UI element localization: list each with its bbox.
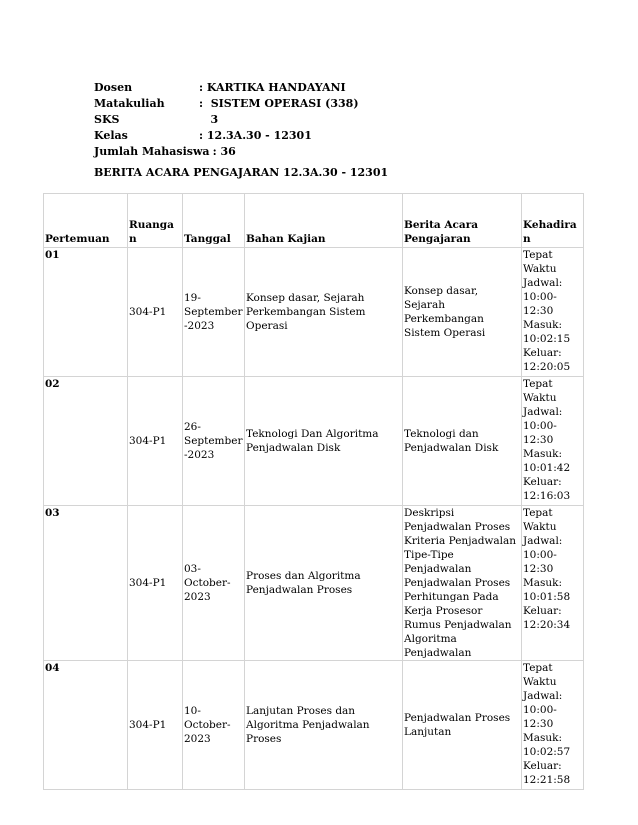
cell-kehadiran: Tepat Waktu Jadwal: 10:00-12:30 Masuk: 10:02:57 Keluar: 12:21:58: [522, 661, 584, 790]
info-row-kelas: [94, 128, 359, 144]
info-value: : 12.3A.30 - 12301: [199, 129, 312, 142]
cell-pertemuan: 03: [44, 506, 128, 661]
cell-ruangan: 304-P1: [128, 661, 183, 790]
table-row: [44, 377, 584, 506]
table-header-row: [44, 194, 584, 248]
cell-ruangan: 304-P1: [128, 377, 183, 506]
cell-bahan-kajian: Konsep dasar, Sejarah Perkembangan Sistem Operasi: [245, 248, 403, 377]
cell-kehadiran: Tepat Waktu Jadwal: 10:00-12:30 Masuk: 10:02:15 Keluar: 12:20:05: [522, 248, 584, 377]
cell-pertemuan: 02: [44, 377, 128, 506]
course-info: [94, 80, 359, 160]
cell-ruangan: 304-P1: [128, 248, 183, 377]
table-row: [44, 248, 584, 377]
cell-berita-acara: Konsep dasar, Sejarah Perkembangan Sistem Operasi: [403, 248, 522, 377]
info-value: : SISTEM OPERASI (338): [199, 97, 359, 110]
cell-berita-acara: Penjadwalan Proses Lanjutan: [403, 661, 522, 790]
info-row-sks: [94, 112, 359, 128]
table-row: [44, 506, 584, 661]
info-value: 3: [199, 113, 219, 126]
cell-pertemuan: 04: [44, 661, 128, 790]
cell-tanggal: 10-October-2023: [183, 661, 245, 790]
info-label: Jumlah Mahasiswa: [94, 145, 210, 158]
info-label: SKS: [94, 113, 120, 126]
cell-kehadiran: Tepat Waktu Jadwal: 10:00-12:30 Masuk: 10:01:42 Keluar: 12:16:03: [522, 377, 584, 506]
cell-bahan-kajian: Proses dan Algoritma Penjadwalan Proses: [245, 506, 403, 661]
cell-berita-acara: Teknologi dan Penjadwalan Disk: [403, 377, 522, 506]
cell-tanggal: 19-September-2023: [183, 248, 245, 377]
cell-ruangan: 304-P1: [128, 506, 183, 661]
header-berita-acara: Berita Acara Pengajaran: [403, 194, 522, 248]
info-row-jumlah-mahasiswa: [94, 144, 359, 160]
cell-kehadiran: Tepat Waktu Jadwal: 10:00-12:30 Masuk: 10:01:58 Keluar: 12:20:34: [522, 506, 584, 661]
info-value: : KARTIKA HANDAYANI: [199, 81, 346, 94]
header-tanggal: Tanggal: [183, 194, 245, 248]
cell-tanggal: 26-September-2023: [183, 377, 245, 506]
info-value: : 36: [212, 145, 236, 158]
header-pertemuan: Pertemuan: [44, 194, 128, 248]
attendance-table: [43, 193, 584, 790]
header-bahan-kajian: Bahan Kajian: [245, 194, 403, 248]
cell-pertemuan: 01: [44, 248, 128, 377]
header-ruangan: Ruangan: [128, 194, 183, 248]
info-label: Matakuliah: [94, 97, 165, 110]
table-row: [44, 661, 584, 790]
info-label: Dosen: [94, 81, 133, 94]
page-title: BERITA ACARA PENGAJARAN 12.3A.30 - 12301: [94, 166, 389, 179]
info-row-dosen: [94, 80, 359, 96]
header-kehadiran: Kehadiran: [522, 194, 584, 248]
cell-bahan-kajian: Lanjutan Proses dan Algoritma Penjadwalan Proses: [245, 661, 403, 790]
info-row-matakuliah: [94, 96, 359, 112]
cell-bahan-kajian: Teknologi Dan Algoritma Penjadwalan Disk: [245, 377, 403, 506]
cell-berita-acara: Deskripsi Penjadwalan Proses Kriteria Penjadwalan Tipe-Tipe Penjadwalan Penjadwalan Proses Perhitungan Pada Kerja Prosesor Rumus Penjadwalan Algoritma Penjadwalan: [403, 506, 522, 661]
info-label: Kelas: [94, 129, 128, 142]
cell-tanggal: 03-October-2023: [183, 506, 245, 661]
